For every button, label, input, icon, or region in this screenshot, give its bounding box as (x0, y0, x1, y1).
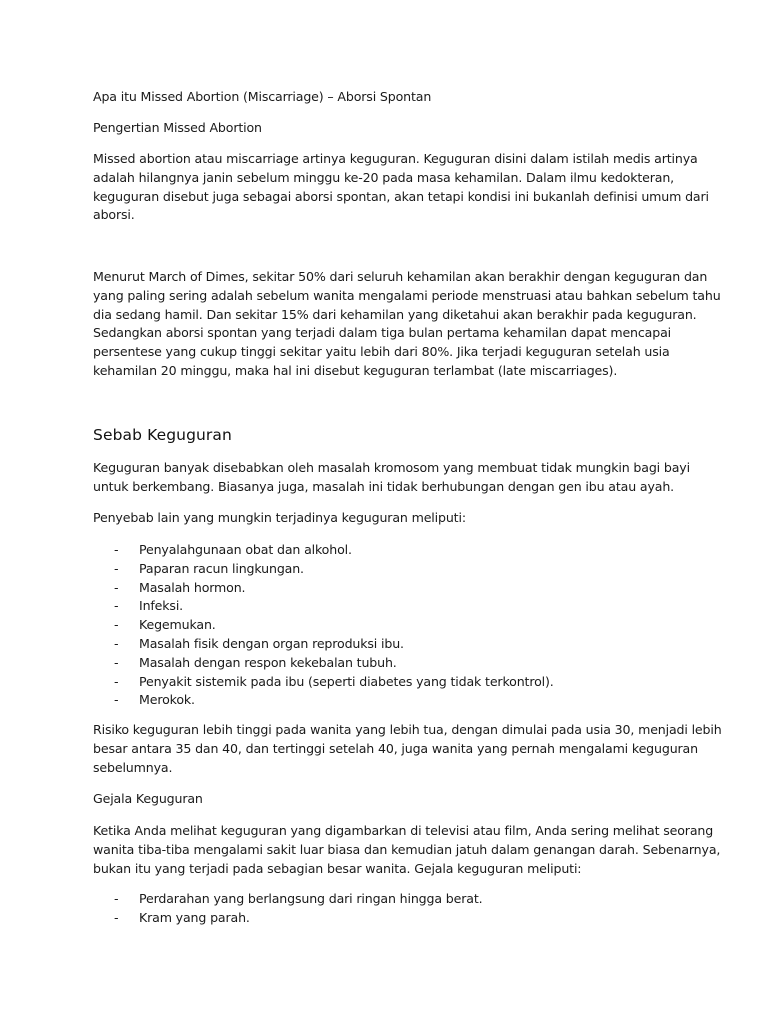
march-of-dimes-paragraph (93, 268, 721, 381)
paragraph-line: Sedangkan aborsi spontan yang terjadi dalam tiga bulan pertama kehamilan dapat mencapai (93, 325, 671, 341)
dash-bullet: - (114, 909, 119, 925)
section-subtitle-pengertian: Pengertian Missed Abortion (93, 120, 262, 135)
list-item: - Kram yang parah. (93, 909, 683, 928)
paragraph-line: Keguguran banyak disebabkan oleh masalah kromosom yang membuat tidak mungkin bagi bayi (93, 460, 690, 475)
dash-bullet: - (114, 560, 119, 576)
dash-bullet: - (114, 617, 119, 633)
list-item: - Paparan racun lingkungan. (93, 560, 683, 579)
dash-bullet: - (114, 635, 119, 651)
paragraph-line: Menurut March of Dimes, sekitar 50% dari seluruh kehamilan akan berakhir dengan keguguran dan (93, 269, 708, 284)
paragraph-line: untuk berkembang. Biasanya juga, masalah ini tidak berhubungan dengan gen ibu atau ayah. (93, 478, 675, 494)
paragraph-line: adalah hilangnya janin sebelum minggu ke-20 pada masa kehamilan. Dalam ilmu kedokteran, (93, 169, 675, 185)
list-item: - Penyalahgunaan obat dan alkohol. (93, 541, 683, 560)
dash-bullet: - (114, 598, 119, 614)
list-item: - Penyakit sistemik pada ibu (seperti diabetes yang tidak terkontrol). (93, 673, 683, 692)
list-item: - Masalah fisik dengan organ reproduksi ibu. (93, 635, 683, 654)
paragraph-line: wanita tiba-tiba mengalami sakit luar biasa dan kemudian jatuh dalam genangan darah. Sebenarnya, (93, 841, 721, 857)
dash-bullet: - (114, 579, 119, 595)
paragraph-line: kehamilan 20 minggu, maka hal ini disebut keguguran terlambat (late miscarriages). (93, 362, 618, 378)
dash-bullet: - (114, 673, 119, 689)
document-title: Apa itu Missed Abortion (Miscarriage) – Aborsi Spontan (93, 89, 432, 104)
paragraph-line: Risiko keguguran lebih tinggi pada wanita yang lebih tua, dengan dimulai pada usia 30, menjadi lebih (93, 722, 722, 737)
gejala-list (93, 890, 683, 928)
intro-paragraph (93, 150, 709, 225)
paragraph-line: dia sedang hamil. Dan sekitar 15% dari kehamilan yang diketahui akan berakhir pada keguguran. (93, 306, 697, 322)
gejala-paragraph (93, 822, 721, 878)
paragraph-line: Ketika Anda melihat keguguran yang digambarkan di televisi atau film, Anda sering melihat seorang (93, 823, 714, 838)
section-heading-sebab: Sebab Keguguran (93, 426, 232, 444)
dash-bullet: - (114, 542, 119, 557)
paragraph-line: Missed abortion atau miscarriage artinya keguguran. Keguguran disini dalam istilah medis artinya (93, 151, 698, 166)
penyebab-list (93, 541, 683, 710)
list-item: - Perdarahan yang berlangsung dari ringan hingga berat. (93, 890, 683, 909)
dash-bullet: - (114, 692, 119, 708)
list-item: - Masalah dengan respon kekebalan tubuh. (93, 654, 683, 673)
dash-bullet: - (114, 654, 119, 670)
paragraph-line: yang paling sering adalah sebelum wanita mengalami periode menstruasi atau bahkan sebelum tahu (93, 287, 721, 303)
list-item: - Merokok. (93, 691, 683, 710)
paragraph-line: bukan itu yang terjadi pada sebagian besar wanita. Gejala keguguran meliputi: (93, 860, 582, 876)
risiko-paragraph (93, 721, 722, 777)
dash-bullet: - (114, 891, 119, 906)
list-item: - Infeksi. (93, 597, 683, 616)
paragraph-line: besar antara 35 dan 40, dan tertinggi setelah 40, juga wanita yang pernah mengalami keguguran (93, 740, 698, 756)
list-item: - Masalah hormon. (93, 579, 683, 598)
paragraph-line: aborsi. (93, 207, 135, 223)
paragraph-line: persentese yang cukup tinggi sekitar yaitu lebih dari 80%. Jika terjadi keguguran setelah usia (93, 344, 670, 360)
sebab-paragraph (93, 459, 690, 497)
paragraph-line: sebelumnya. (93, 759, 173, 775)
penyebab-intro: Penyebab lain yang mungkin terjadinya keguguran meliputi: (93, 510, 466, 525)
paragraph-line: keguguran disebut juga sebagai aborsi spontan, akan tetapi kondisi ini bukanlah definisi umum dari (93, 188, 709, 204)
section-heading-gejala: Gejala Keguguran (93, 791, 203, 806)
list-item: - Kegemukan. (93, 616, 683, 635)
